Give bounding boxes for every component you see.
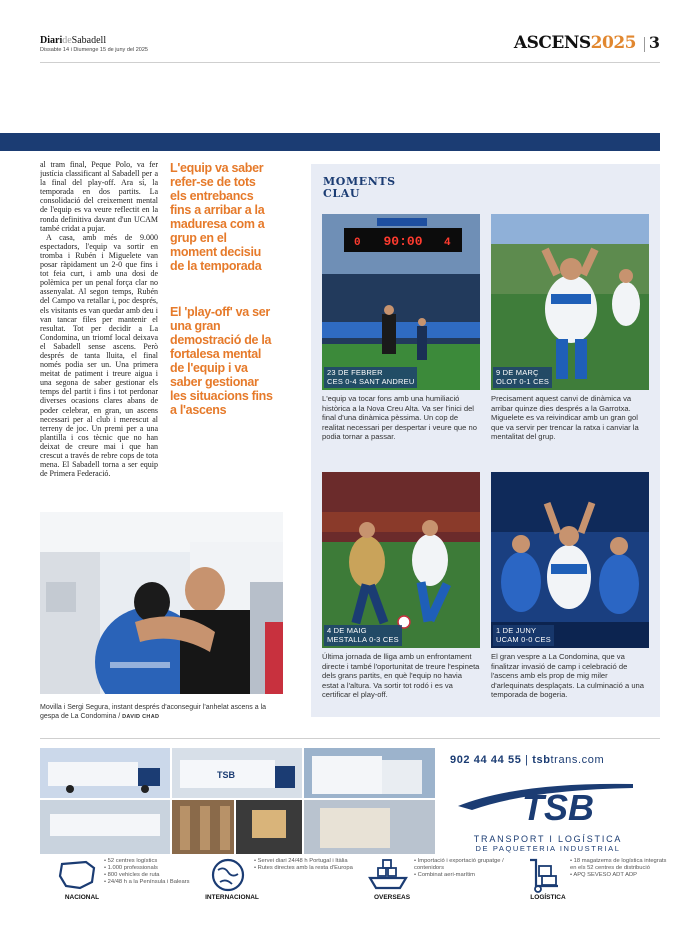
scoreboard-home: 0 xyxy=(354,237,361,249)
service-item: • 24/48 h a la Península i Balears xyxy=(104,879,204,886)
moment-date: 1 DE JUNY xyxy=(496,626,537,635)
article-body xyxy=(40,160,158,498)
logo-part-1: Diari xyxy=(40,35,63,46)
ad-photo-collage xyxy=(40,748,435,854)
ad-phone-line[interactable] xyxy=(450,754,604,766)
moment-match: CES 0-4 SANT ANDREU xyxy=(327,376,415,386)
moments-title xyxy=(323,176,396,200)
moment-text: Última jornada de lliga amb un enfrontament directe i també l'oportunitat de treure l'espineta dels grans partits, en què l'equip no havia estat a l'altura. Va sortir tot rodó i es va certificar el play-off. xyxy=(322,652,480,699)
match-action-illustration xyxy=(322,472,480,648)
service-item: • 1.000 professionals xyxy=(104,865,204,872)
service-name: NACIONAL xyxy=(64,894,100,901)
service-list xyxy=(414,858,514,879)
service-name: LOGÍSTICA xyxy=(530,894,566,901)
scoreboard-away: 4 xyxy=(444,237,451,249)
pull-quote-2: El 'play-off' va ser una gran demostració de la fortalesa mental de l'equip i va saber gestionar les situacions fins a l'ascens xyxy=(170,305,273,417)
moment-date: 9 DE MARÇ xyxy=(496,368,539,377)
moment-text: El gran vespre a La Condomina, que va finalitzar invasió de camp i celebració de l'ascens amb els prop de mig miler d'arlequinats desplaçats. La culminació a una temporada de bogeria. xyxy=(491,652,644,699)
moment-match: OLOT 0-1 CES xyxy=(496,376,550,386)
ad-separator: | xyxy=(521,754,533,766)
service-item: • Servei diari 24/48 h Portugal i Itàlia xyxy=(254,858,354,865)
section-title-word: ASCENS xyxy=(513,33,591,53)
moments-title-line-1: MOMENTS xyxy=(323,175,396,188)
main-photo-caption xyxy=(40,703,283,722)
page-header xyxy=(40,35,660,65)
moment-text: L'equip va tocar fons amb una humiliació històrica a la Nova Creu Alta. Va ser l'inici del final d'una dinàmica pèssima. Un cop de realitat necessari per despertar i veure que no podia tornar a passar. xyxy=(322,394,477,441)
service-item: • APQ SEVESO ADT ADP xyxy=(570,872,670,879)
ad-web-a[interactable]: tsb xyxy=(532,754,551,766)
service-name: INTERNACIONAL xyxy=(205,894,259,901)
ship-icon xyxy=(366,856,410,894)
moments-title-line-2: CLAU xyxy=(323,187,361,200)
logo-part-2: de xyxy=(62,35,72,46)
player-celebration-illustration xyxy=(491,214,649,390)
stadium-scoreboard-illustration xyxy=(322,214,480,390)
header-rule xyxy=(40,62,660,63)
main-photo-hug[interactable] xyxy=(40,512,283,694)
scoreboard-time: 90:00 xyxy=(383,234,423,249)
section-title-year: 2025 xyxy=(590,33,636,53)
moment-match: MESTALLA 0-3 CES xyxy=(327,634,399,644)
moment-label xyxy=(493,625,554,646)
moment-text: Precisament aquest canvi de dinàmica va arribar quinze dies després a la Garrotxa. Miguelete es va reivindicar amb un gran gol que va servir per trencar la ratxa i canviar la mentalitat del grup. xyxy=(491,394,639,441)
ad-phone[interactable]: 902 44 44 55 xyxy=(450,754,522,766)
article-paragraph: A casa, amb més de 9.000 espectadors, l'equip va sortir en tromba i Rubén i Miguelete van posar ràpidament un 2-0 que fins i tot feia curt, i amb una dosi de polèmica per un penal força clar no assenyalat. Al segon temps, Rubén del Campo va retallar i, poc després, els visitants es van quedar amb deu i van tancar files per mantenir el resultat. Tot per decidir a La Condomina, un triomf local deixava el Sabadell sense ascens. Però després de tanta lluita, el final només podia ser un. Una primera meitat de patiment i treure aigua i una segona de saber gestionar els temps del partit i fins i tot perdonar diverses ocasions clares abans de poder celebrar, en gran, un ascens necessari per al club i merescut al terreny de joc. Un premi per a una plantilla i cos tècnic que no han deixat de creure mai i que han crescut a través de rebre cops de tota mena. El Sabadell torna a ser equip de Primera Federació. xyxy=(40,232,158,479)
service-item: • Combinat aeri-marítim xyxy=(414,872,514,879)
caption-text: Movilla i Sergi Segura, instant després d'aconseguir l'anhelat ascens a la gespa de La Condomina / xyxy=(40,704,267,720)
moment-photo xyxy=(491,214,649,390)
spain-map-icon xyxy=(56,856,100,894)
moment-card[interactable] xyxy=(322,472,480,700)
service-list xyxy=(104,858,204,886)
ad-web-b[interactable]: trans.com xyxy=(550,754,605,766)
team-celebration-illustration xyxy=(491,472,649,648)
service-item: • Rutes directes amb la resta d'Europa xyxy=(254,865,354,872)
moment-photo xyxy=(322,472,480,648)
article-paragraph: al tram final, Peque Polo, va fer justícia classificant al Sabadell per a la final del play-off. Ara sí, la temporada en dos partits. La consolidació del creixement mental de l'equip es va veure reflectit en la ronda definitiva davant d'un UCAM també cridat a pujar. xyxy=(40,160,158,233)
trucks-warehouse-illustration xyxy=(40,748,435,854)
service-list xyxy=(254,858,354,872)
ad-services xyxy=(56,856,667,908)
moment-photo xyxy=(322,214,480,390)
issue-date: Dissabte 14 i Diumenge 15 de juny del 2025 xyxy=(40,47,148,53)
moment-date: 23 DE FEBRER xyxy=(327,368,383,377)
tsb-logo-text: TSB xyxy=(522,787,594,828)
section-title xyxy=(514,33,636,53)
moment-label xyxy=(324,625,402,646)
moment-match: UCAM 0-0 CES xyxy=(496,634,551,644)
tsb-advertisement[interactable] xyxy=(40,748,667,913)
moment-label xyxy=(324,367,417,388)
service-item: • 18 magatzems de logística integrats en els 52 centres de distribució xyxy=(570,858,670,872)
pull-quote-1: L'equip va saber refer-se de tots els entrebancs fins a arribar a la maduresa com a grup en el moment decisiu de la temporada xyxy=(170,161,265,273)
service-item: • 52 centres logístics xyxy=(104,858,204,865)
service-list xyxy=(570,858,670,879)
moment-card[interactable] xyxy=(491,214,649,442)
moment-card[interactable] xyxy=(491,472,649,700)
service-item: • 800 vehicles de ruta xyxy=(104,872,204,879)
service-item: • Importació i exportació grupatge / contenidors xyxy=(414,858,514,872)
service-name: OVERSEAS xyxy=(373,894,411,901)
moment-photo xyxy=(491,472,649,648)
truck-logo: TSB xyxy=(217,770,235,780)
ad-tagline-1: TRANSPORT I LOGÍSTICA xyxy=(473,834,623,844)
blue-band xyxy=(0,133,660,151)
newspaper-logo[interactable] xyxy=(40,35,106,46)
hug-photo-illustration xyxy=(40,512,283,694)
ad-rule xyxy=(40,738,660,739)
hand-truck-icon xyxy=(522,856,566,894)
moment-date: 4 DE MAIG xyxy=(327,626,367,635)
page-number: 3 xyxy=(648,33,660,52)
globe-icon xyxy=(206,856,250,894)
moment-label xyxy=(493,367,552,388)
moment-card[interactable] xyxy=(322,214,480,442)
logo-part-3: Sabadell xyxy=(71,35,107,46)
tsb-logo xyxy=(458,776,638,830)
ad-tagline-2: DE PAQUETERIA INDUSTRIAL xyxy=(475,844,621,853)
page-number-divider xyxy=(644,37,645,52)
photo-credit: DAVID CHAD xyxy=(122,714,160,720)
